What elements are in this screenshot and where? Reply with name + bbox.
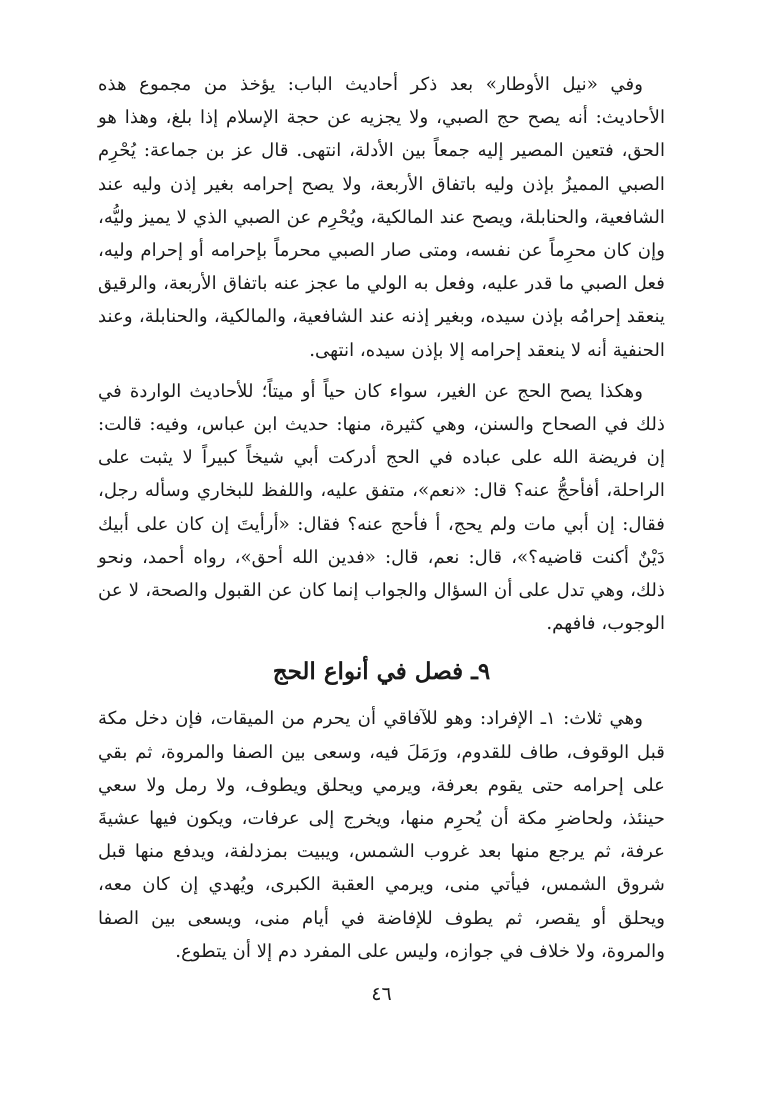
- paragraph-hajj-on-behalf: وهكذا يصح الحج عن الغير، سواء كان حياً أو ميتاً؛ للأحاديث الواردة في ذلك في الصحاح والسنن، وهي كثيرة، منها: حديث ابن عباس، وفيه: قالت: إن فريضة الله على عباده في الحج أدركت أبي شيخاً كبيراً لا يثبت على الراحلة، أفأحجُّ عنه؟ قال: «نعم»، متفق عليه، واللفظ للبخاري وسأله رجل، فقال: إن أبي مات ولم يحج، أ فأحج عنه؟ فقال: «أرأيتَ إن كان على أبيك دَيْنٌ أكنت قاضيه؟»، قال: نعم، قال: «فدين الله أحق»، رواه أحمد، ونحو ذلك، وهي تدل على أن السؤال والجواب إنما كان عن القبول والصحة، لا عن الوجوب، فافهم.: [98, 380, 665, 635]
- page-body: [98, 68, 665, 968]
- page-number: ٤٦: [371, 983, 392, 1005]
- paragraph-nayl-al-awtar: وفي «نيل الأوطار» بعد ذكر أحاديث الباب: يؤخذ من مجموع هذه الأحاديث: أنه يصح حج الصبي، ولا يجزيه عن حجة الإسلام إذا بلغ، وهذا هو الحق، فتعين المصير إليه جمعاً بين الأدلة، انتهى. قال عز بن جماعة: يُحْرِم الصبي المميزُ بإذن وليه باتفاق الأربعة، ولا يصح إحرامه بغير إذن وليه عند الشافعية، والحنابلة، ويصح عند المالكية، ويُحْرِم عن الصبي الذي لا يميز وليُّه، وإن كان محرِماً عن نفسه، ومتى صار الصبي محرماً بإحرامه أو إحرام وليه، فعل الصبي ما قدر عليه، وفعل به الولي ما عجز عنه باتفاق الأربعة، والرقيق ينعقد إحرامُه بإذن سيده، وبغير إذنه عند الشافعية، والمالكية، والحنابلة، وعند الحنفية أنه لا ينعقد إحرامه إلا بإذن سيده، انتهى.: [98, 74, 665, 361]
- paragraph-ifrad: وهي ثلاث: ١ـ الإفراد: وهو للآفاقي أن يحرم من الميقات، فإن دخل مكة قبل الوقوف، طاف للقدوم، ورَمَلَ فيه، وسعى بين الصفا والمروة، ثم بقي على إحرامه حتى يقوم بعرفة، ويرمي ويحلق ويطوف، ولا رمل ولا سعي حينئذ، ولحاضرِ مكة أن يُحرِم منها، ويخرج إلى عرفات، ويكون فيها عشيةَ عرفة، ثم يرجع منها بعد غروب الشمس، ويبيت بمزدلفة، ويدفع منها قبل شروق الشمس، فيأتي منى، ويرمي العقبة الكبرى، ويُهدي إن كان معه، ويحلق أو يقصر، ثم يطوف للإفاضة في أيام منى، ويسعى بين الصفا والمروة، ولا خلاف في جوازه، وليس على المفرد دم إلا أن يتطوع.: [98, 708, 665, 962]
- section-heading: ٩ـ فصل في أنواع الحج: [272, 658, 491, 686]
